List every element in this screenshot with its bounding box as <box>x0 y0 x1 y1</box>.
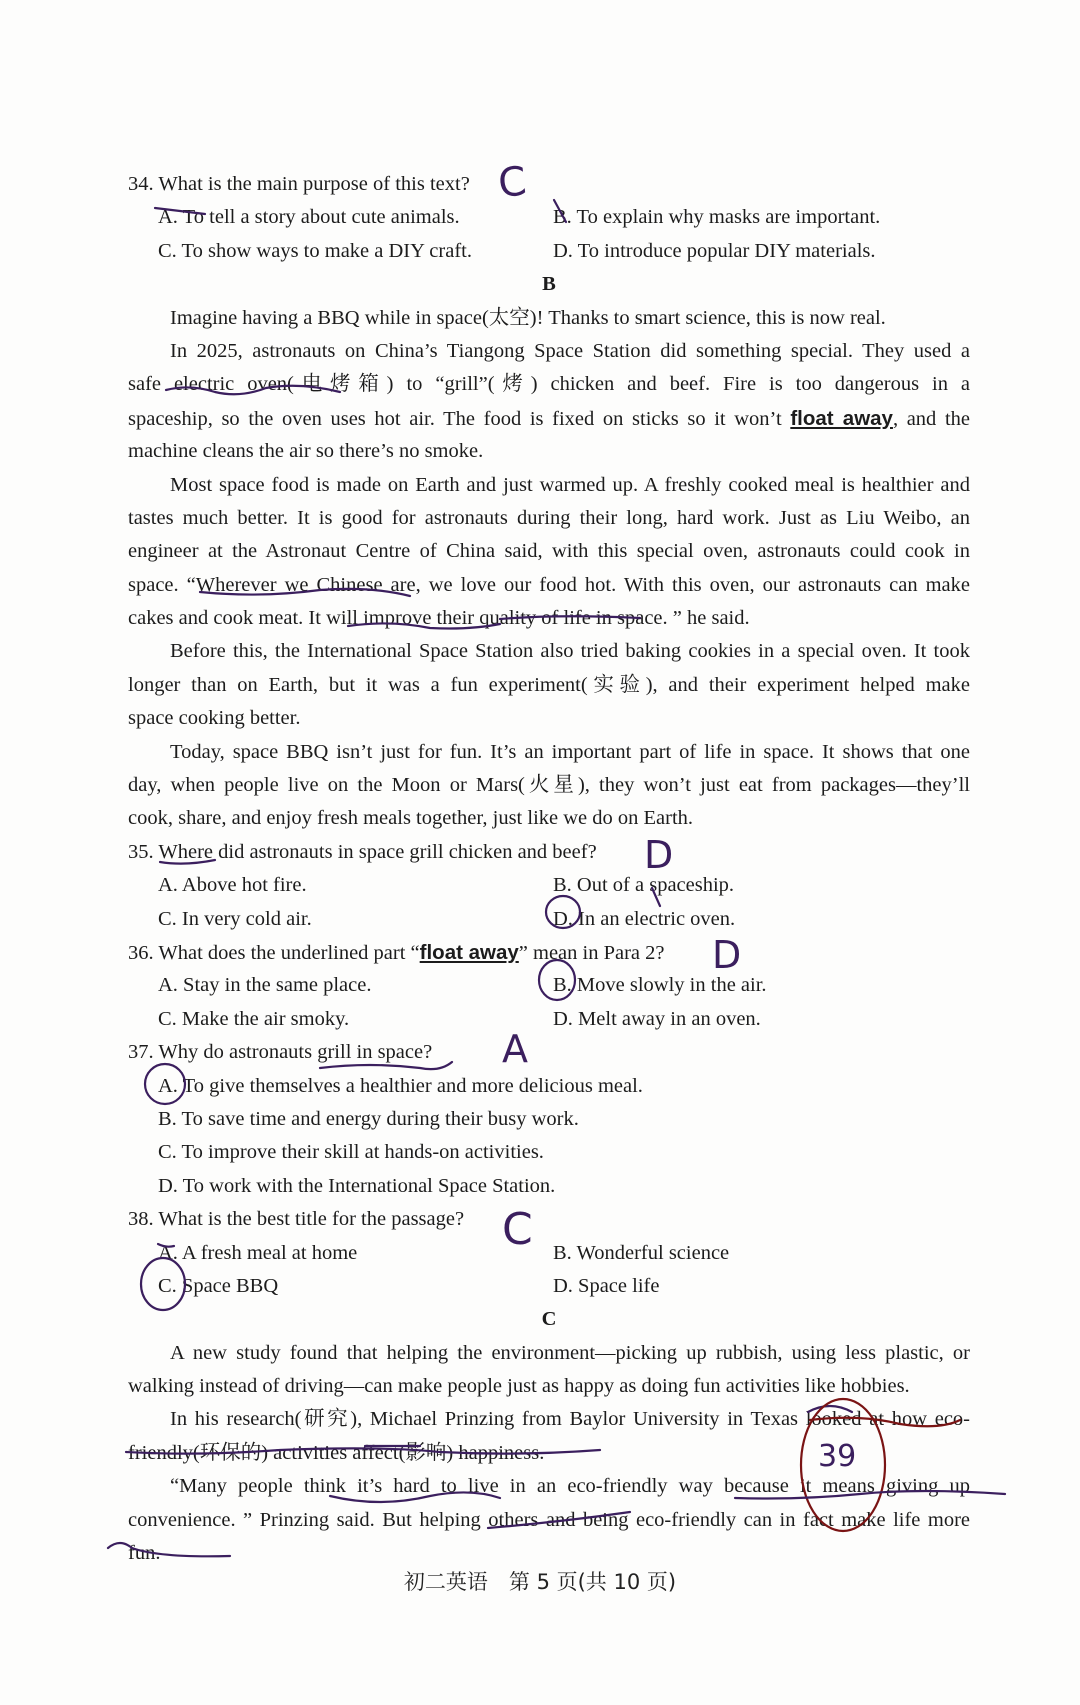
q37-option-b[interactable]: B. To save time and energy during their busy work. <box>158 1107 579 1130</box>
section-b-line-12: longer than on Earth, but it was a fun experiment(实验), and their experiment helped make <box>128 673 970 696</box>
page-footer: 初二英语 第 5 页(共 10 页) <box>403 1570 677 1594</box>
float-away-phrase: float away <box>790 406 893 430</box>
section-c-line-5: “Many people think it’s hard to live in an eco-friendly way because it means giving up <box>170 1475 970 1498</box>
q35-options-row-2 <box>128 903 970 936</box>
section-b-line-4-pre: spaceship, so the oven uses hot air. The food is fixed on sticks so it won’t <box>128 407 791 430</box>
page-content <box>128 168 970 1570</box>
section-b-line-11: Before this, the International Space Station also tried baking cookies in a special oven. It took <box>170 640 970 663</box>
section-c-line-3: In his research(研究), Michael Prinzing from Baylor University in Texas looked at how eco- <box>170 1408 970 1431</box>
q35-option-b[interactable]: B. Out of a spaceship. <box>553 874 735 897</box>
section-b-line-15: day, when people live on the Moon or Mars(火星), they won’t just eat from packages—they’ll <box>128 774 970 797</box>
q36-float-away-phrase: float away <box>419 940 519 964</box>
q36-question-pre: 36. What does the underlined part “ <box>128 941 420 964</box>
section-b-line-6: Most space food is made on Earth and just warmed up. A freshly cooked meal is healthier and <box>170 473 970 496</box>
q36-option-b[interactable]: B. Move slowly in the air. <box>553 974 767 997</box>
section-b-line-9: space. “Wherever we Chinese are, we love our food hot. With this oven, our astronauts can make <box>128 573 970 596</box>
q36-question <box>128 936 970 969</box>
section-b-line-13: space cooking better. <box>128 707 301 730</box>
section-c-line-1: A new study found that helping the environment—picking up rubbish, using less plastic, or <box>170 1341 970 1364</box>
q34-handwritten-answer: C <box>495 158 529 208</box>
q37-handwritten-answer: A <box>502 1027 528 1071</box>
q34-option-b[interactable]: B. To explain why masks are important. <box>553 206 881 229</box>
section-b-line-7: tastes much better. It is good for astronauts during their long, hard work. Just as Liu Weibo, an <box>128 506 970 529</box>
section-b-line-4 <box>128 402 970 435</box>
section-c-heading: C <box>541 1308 557 1331</box>
section-c-line-2: walking instead of driving—can make people just as happy as doing fun activities like hobbies. <box>128 1375 910 1398</box>
q34-option-c[interactable]: C. To show ways to make a DIY craft. <box>158 239 472 262</box>
q37-option-d[interactable]: D. To work with the International Space Station. <box>158 1174 556 1197</box>
q36-options-row-2 <box>128 1003 970 1036</box>
q35-options-row-1 <box>128 869 970 902</box>
q35-option-c[interactable]: C. In very cold air. <box>158 907 312 930</box>
q38-question: 38. What is the best title for the passage? <box>128 1208 465 1231</box>
section-b-line-8: engineer at the Astronaut Centre of China said, with this special oven, astronauts could cook in <box>128 540 970 563</box>
q34-question: 34. What is the main purpose of this text? <box>128 173 470 195</box>
q36-option-c[interactable]: C. Make the air smoky. <box>158 1007 350 1030</box>
q37-question: 37. Why do astronauts grill in space? <box>128 1041 433 1064</box>
q36-option-d[interactable]: D. Melt away in an oven. <box>553 1007 761 1030</box>
section-b-line-16: cook, share, and enjoy fresh meals together, just like we do on Earth. <box>128 807 694 830</box>
q37-option-c[interactable]: C. To improve their skill at hands-on activities. <box>158 1141 544 1164</box>
margin-note-number: 39 <box>818 1439 857 1474</box>
section-b-line-3: safe electric oven(电烤箱) to “grill”(烤) chicken and beef. Fire is too dangerous in a <box>128 373 970 396</box>
q34-option-a[interactable]: A. To tell a story about cute animals. <box>158 206 460 229</box>
section-b-line-4-post: , and the <box>892 407 970 430</box>
q35-question: 35. Where did astronauts in space grill chicken and beef? <box>128 840 597 863</box>
q37-option-a[interactable]: A. To give themselves a healthier and more delicious meal. <box>158 1074 643 1097</box>
section-b-line-1: Imagine having a BBQ while in space(太空)! Thanks to smart science, this is now real. <box>170 306 886 329</box>
section-c-line-7: fun. <box>128 1542 161 1565</box>
section-b-heading: B <box>542 273 556 296</box>
q38-option-d[interactable]: D. Space life <box>553 1274 660 1297</box>
section-b-line-5: machine cleans the air so there’s no smoke. <box>128 440 484 463</box>
q36-handwritten-answer: D <box>712 933 742 977</box>
q38-option-a[interactable]: A. A fresh meal at home <box>158 1241 358 1264</box>
section-b-line-14: Today, space BBQ isn’t just for fun. It’s an important part of life in space. It shows that one <box>170 740 970 763</box>
q38-handwritten-answer: C <box>502 1204 533 1255</box>
section-b-line-10: cakes and cook meat. It will improve their quality of life in space. ” he said. <box>128 607 750 630</box>
q34-option-d[interactable]: D. To introduce popular DIY materials. <box>553 239 876 262</box>
section-c-line-6: convenience. ” Prinzing said. But helping others and being eco-friendly can in fact make life more <box>128 1508 970 1531</box>
q36-option-a[interactable]: A. Stay in the same place. <box>158 974 372 997</box>
q38-option-c[interactable]: C. Space BBQ <box>158 1274 279 1297</box>
q38-options-row-2 <box>128 1270 970 1303</box>
q38-option-b[interactable]: B. Wonderful science <box>553 1241 730 1264</box>
q36-options-row-1 <box>128 969 970 1002</box>
q38-options-row-1 <box>128 1237 970 1270</box>
q35-option-d[interactable]: D. In an electric oven. <box>553 907 736 930</box>
q34-options-row-2 <box>128 235 970 268</box>
q36-question-post: ” mean in Para 2? <box>518 941 665 964</box>
q35-handwritten-answer: D <box>644 833 674 877</box>
section-b-line-2: In 2025, astronauts on China’s Tiangong Space Station did something special. They used a <box>170 339 970 362</box>
section-c-line-4: friendly(环保的) activities affect(影响) happiness. <box>128 1441 545 1464</box>
q34-options-row-1 <box>128 201 970 234</box>
q35-option-a[interactable]: A. Above hot fire. <box>158 874 307 897</box>
